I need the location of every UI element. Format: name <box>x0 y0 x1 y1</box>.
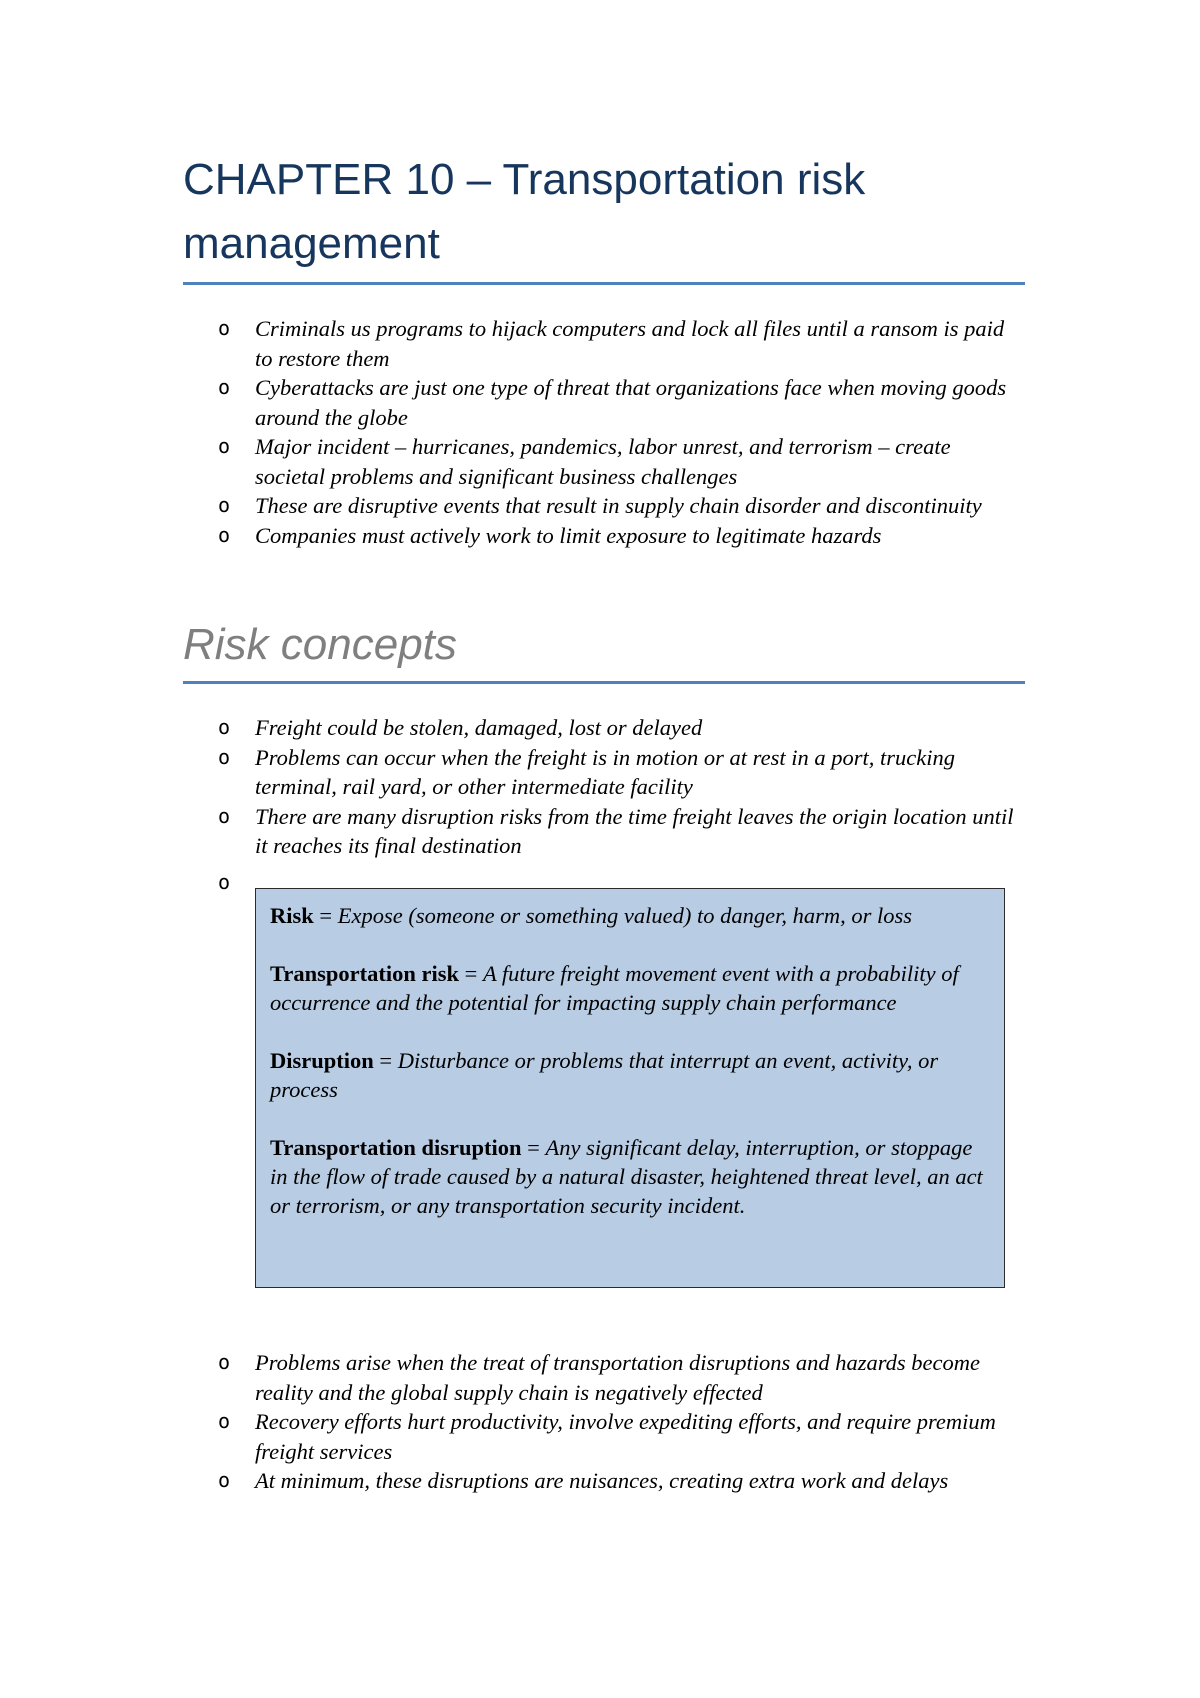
list-item <box>215 373 1015 432</box>
chapter-title: CHAPTER 10 – Transportation risk management <box>183 155 866 268</box>
list-item-text: Recovery efforts hurt productivity, involve expediting efforts, and require premium freight services <box>255 1409 996 1464</box>
definition-transportation-disruption <box>270 1133 990 1220</box>
bullet-marker: o <box>218 715 231 739</box>
list-item-text: Problems arise when the treat of transportation disruptions and hazards become reality and the global supply chain is negatively effected <box>255 1350 980 1405</box>
list-item <box>215 1466 1015 1496</box>
list-item <box>215 521 1015 551</box>
bullet-marker: o <box>218 870 231 894</box>
definition-term: Transportation risk <box>270 961 459 986</box>
definition-term: Disruption <box>270 1048 374 1073</box>
list-item-text: At minimum, these disruptions are nuisances, creating extra work and delays <box>255 1468 949 1493</box>
section-title-rule <box>183 681 1025 684</box>
definition-separator: = <box>458 961 483 986</box>
list-item <box>215 432 1015 491</box>
definition-text: A future freight movement event with a probability of occurrence and the potential for impacting supply chain performance <box>270 961 959 1015</box>
list-item <box>215 491 1015 521</box>
concept-bullet-list <box>215 713 1015 861</box>
definition-text: Any significant delay, interruption, or stoppage in the flow of trade caused by a natural disaster, heightened threat level, an act or terrorism, or any transportation security incident. <box>270 1135 983 1218</box>
bullet-marker: o <box>218 744 231 769</box>
list-item <box>215 713 1015 743</box>
list-item <box>215 314 1015 373</box>
list-item-text: Criminals us programs to hijack computers and lock all files until a ransom is paid to restore them <box>255 316 1005 371</box>
bullet-marker: o <box>218 493 231 517</box>
definition-text: Disturbance or problems that interrupt an event, activity, or process <box>270 1048 939 1102</box>
intro-bullet-list <box>215 314 1015 550</box>
list-item-text: These are disruptive events that result in supply chain disorder and discontinuity <box>255 493 982 518</box>
list-item-text: Problems can occur when the freight is in motion or at rest in a port, trucking terminal, rail yard, or other intermediate facility <box>255 744 955 799</box>
bullet-marker: o <box>218 375 231 399</box>
bullet-marker: o <box>218 434 231 458</box>
list-item <box>215 1407 1015 1466</box>
list-item <box>215 743 1015 802</box>
definition-term: Transportation disruption <box>270 1135 522 1160</box>
list-item-text: Cyberattacks are just one type of threat that organizations face when moving goods around the globe <box>255 375 1007 430</box>
definition-disruption <box>270 1046 990 1104</box>
chapter-title-rule <box>183 282 1025 285</box>
definition-separator: = <box>521 1135 546 1160</box>
bullet-marker: o <box>218 1350 231 1374</box>
list-item-text: Major incident – hurricanes, pandemics, labor unrest, and terrorism – create societal problems and significant business challenges <box>255 434 951 489</box>
definition-risk <box>270 901 990 930</box>
list-item <box>215 1348 1015 1407</box>
list-item-text: Freight could be stolen, damaged, lost or delayed <box>255 715 703 740</box>
definition-separator: = <box>373 1048 398 1073</box>
list-item <box>215 802 1015 861</box>
after-bullet-list <box>215 1348 1015 1496</box>
bullet-marker: o <box>218 1409 231 1433</box>
section-title: Risk concepts <box>183 620 457 669</box>
definition-term: Risk <box>270 903 314 928</box>
definition-separator: = <box>313 903 338 928</box>
bullet-marker: o <box>218 1468 231 1492</box>
bullet-marker: o <box>218 316 231 340</box>
definition-text: Expose (someone or something valued) to danger, harm, or loss <box>337 903 913 928</box>
bullet-marker: o <box>218 803 231 828</box>
definition-transportation-risk <box>270 959 990 1017</box>
list-item-text: Companies must actively work to limit exposure to legitimate hazards <box>255 522 882 548</box>
definitions-box <box>255 888 1005 1288</box>
list-item-text: There are many disruption risks from the time freight leaves the origin location until it reaches its final destination <box>255 803 1014 858</box>
bullet-marker: o <box>218 522 231 547</box>
